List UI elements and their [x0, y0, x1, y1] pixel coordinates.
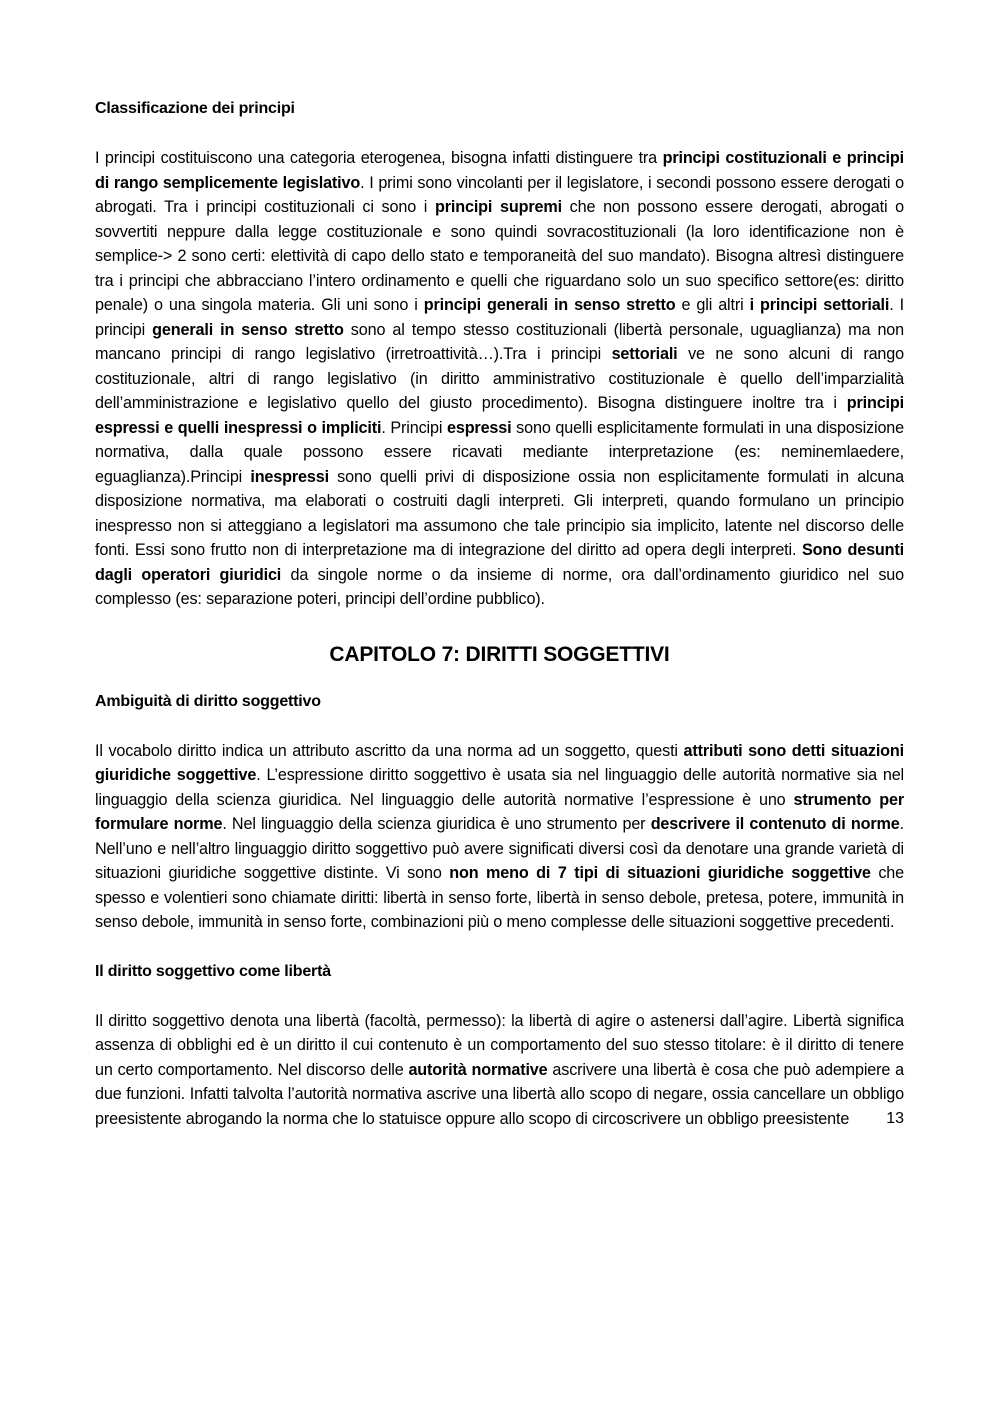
paragraph-ambiguita: Il vocabolo diritto indica un attributo ascritto da una norma ad un soggetto, questi attributi sono detti situazioni giuridiche soggettive. L’espressione diritto soggettivo è usata sia nel linguaggio delle autorità normative sia nel linguaggio della scienza giuridica. Nel linguaggio delle autorità normative l’espressione è uno strumento per formulare norme. Nel linguaggio della scienza giuridica è uno strumento per descrivere il contenuto di norme. Nell’uno e nell’altro linguaggio diritto soggettivo può avere significati diversi così da denotare una grande varietà di situazioni giuridiche soggettive distinte. Vi sono non meno di 7 tipi di situazioni giuridiche soggettive che spesso e volentieri sono chiamate diritti: libertà in senso forte, libertà in senso debole, pretesa, potere, immunità in senso debole, immunità in senso forte, combinazioni più o meno complesse delle situazioni soggettive precedenti.: [95, 741, 905, 931]
chapter-title: CAPITOLO 7: DIRITTI SOGGETTIVI: [329, 642, 670, 666]
paragraph-liberta: Il diritto soggettivo denota una libertà (facoltà, permesso): la libertà di agire o astenersi dall’agire. Libertà significa assenza di obblighi ed è un diritto il cui contenuto è un comportamento del suo stesso titolare: è il diritto di tenere un certo comportamento. Nel discorso delle autorità normative ascrivere una libertà è cosa che può adempiere a due funzioni. Infatti talvolta l’autorità normativa ascrive una libertà allo scopo di negare, ossia cancellare un obbligo preesistente abrogando la norma che lo statuisce oppure allo scopo di circoscrivere un obbligo preesistente: [95, 1011, 904, 1128]
bold-phrase: principi espressi e quelli inespressi o impliciti: [95, 394, 904, 437]
bold-phrase: strumento per formulare norme: [95, 790, 904, 833]
bold-phrase: descrivere il contenuto di norme: [650, 815, 900, 833]
bold-phrase: espressi: [446, 418, 512, 437]
section-heading-classificazione: Classificazione dei principi: [95, 100, 295, 117]
bold-phrase: principi costituzionali e principi di rango semplicemente legislativo: [95, 149, 904, 192]
section-heading-ambiguita: Ambiguità di diritto soggettivo: [95, 692, 321, 710]
page-content: [95, 97, 904, 1131]
bold-phrase: attributi sono detti situazioni giuridiche soggettive: [95, 741, 904, 784]
bold-phrase: settoriali: [611, 345, 678, 363]
bold-phrase: autorità normative: [408, 1060, 548, 1079]
page-number: 13: [886, 1110, 904, 1127]
bold-phrase: generali in senso stretto: [152, 320, 344, 339]
section-heading-liberta: Il diritto soggettivo come libertà: [95, 962, 331, 980]
bold-phrase: principi supremi: [435, 198, 562, 216]
bold-phrase: Sono desunti dagli operatori giuridici: [95, 541, 904, 584]
bold-phrase: i principi settoriali: [749, 296, 890, 314]
bold-phrase: inespressi: [250, 467, 329, 486]
bold-phrase: principi generali in senso stretto: [423, 296, 676, 314]
paragraph-principi: I principi costituiscono una categoria eterogenea, bisogna infatti distinguere tra principi costituzionali e principi di rango semplicemente legislativo. I primi sono vincolanti per il legislatore, i secondi possono essere derogati o abrogati. Tra i principi costituzionali ci sono i principi supremi che non possono essere derogati, abrogati o sovvertiti neppure dalla legge costituzionale e sono quindi sovracostituzionali (la loro identificazione non è semplice-> 2 sono certi: elettività di capo dello stato e temporaneità del suo mandato). Bisogna altresì distinguere tra i principi che abbracciano l’intero ordinamento e quelli che riguardano solo un suo specifico settore(es: diritto penale) o una singola materia. Gli uni sono i principi generali in senso stretto e gli altri i principi settoriali. I principi generali in senso stretto sono al tempo stesso costituzionali (libertà personale, uguaglianza) ma non mancano principi di rango legislativo (irretroattività…).Tra i principi settoriali ve ne sono alcuni di rango costituzionale, altri di rango legislativo (in diritto amministrativo costituzionale è quello dell’imparzialità dell’amministrazione e legislativo quello del giusto procedimento). Bisogna distinguere inoltre tra i principi espressi e quelli inespressi o impliciti. Principi espressi sono quelli esplicitamente formulati in una disposizione normativa, dalla quale possono essere ricavati mediante interpretazione (es: neminemlaedere, eguaglianza).Principi inespressi sono quelli privi di disposizione ossia non esplicitamente formulati in alcuna disposizione normativa, ma elaborati o costruiti dagli interpreti. Gli interpreti, quando formulano un principio inespresso non si atteggiano a legislatori ma assumono che tale principio sia implicito, latente nel discorso delle fonti. Essi sono frutto non di interpretazione ma di integrazione del diritto ad opera degli interpreti. Sono desunti dagli operatori giuridici da singole norme o da insieme di norme, ora dall’ordinamento giuridico nel suo complesso (es: separazione poteri, principi dell’ordine pubblico).: [95, 149, 905, 608]
bold-phrase: non meno di 7 tipi di situazioni giuridiche soggettive: [449, 864, 871, 882]
